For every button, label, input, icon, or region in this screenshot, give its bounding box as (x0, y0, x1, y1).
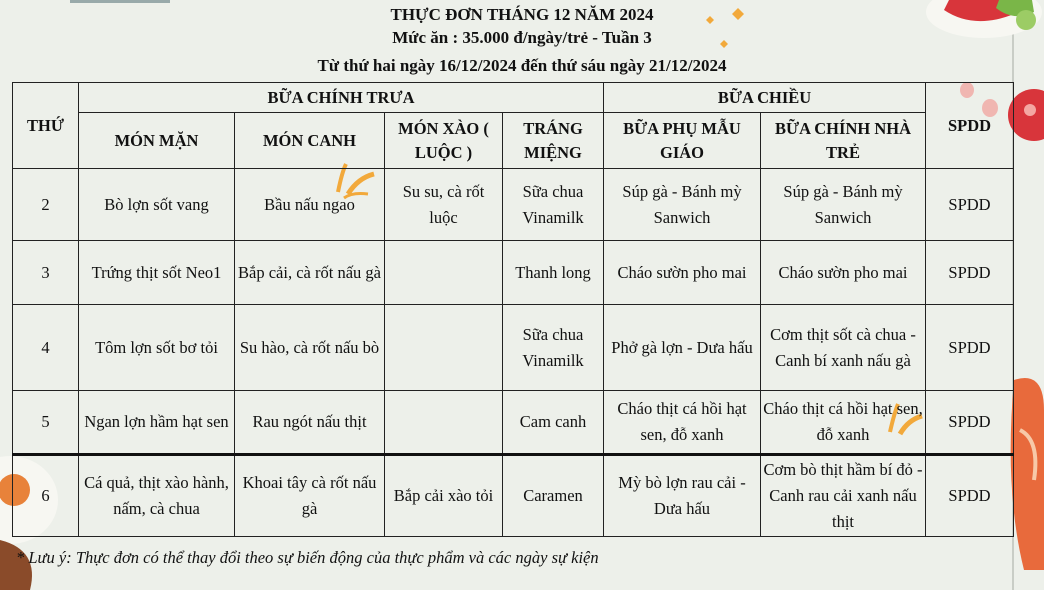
cell-kindergarten-snack: Cháo thịt cá hồi hạt sen, đỗ xanh (604, 391, 761, 455)
cell-kindergarten-snack: Mỳ bò lợn rau cải - Dưa hấu (604, 455, 761, 537)
header-lunch: BỮA CHÍNH TRƯA (79, 83, 604, 113)
menu-date-range: Từ thứ hai ngày 16/12/2024 đến thứ sáu ngày 21/12/2024 (317, 56, 727, 75)
cell-dessert: Thanh long (503, 241, 604, 305)
cell-nursery-meal: Cháo thịt cá hồi hạt sen, đỗ xanh (761, 391, 926, 455)
cell-nursery-meal: Cơm bò thịt hầm bí đỏ - Canh rau cải xanh nấu thịt (761, 455, 926, 537)
header-soup: MÓN CANH (235, 113, 385, 169)
cell-stirfry: Bắp cải xào tỏi (385, 455, 503, 537)
header-kindergarten-snack: BỮA PHỤ MẪU GIÁO (604, 113, 761, 169)
cell-kindergarten-snack: Cháo sườn pho mai (604, 241, 761, 305)
cell-spdd: SPDD (926, 305, 1014, 391)
menu-title: THỰC ĐƠN THÁNG 12 NĂM 2024 (390, 5, 654, 24)
cell-nursery-meal: Súp gà - Bánh mỳ Sanwich (761, 169, 926, 241)
cell-stirfry (385, 391, 503, 455)
table-row (13, 169, 1014, 241)
cell-day: 6 (13, 455, 79, 537)
footnote: * Lưu ý: Thực đơn có thể thay đổi theo sự biến động của thực phẩm và các ngày sự kiện (16, 548, 599, 567)
cell-kindergarten-snack: Phở gà lợn - Dưa hấu (604, 305, 761, 391)
table-row (13, 391, 1014, 455)
header-nursery-meal: BỮA CHÍNH NHÀ TRẺ (761, 113, 926, 169)
cell-spdd: SPDD (926, 455, 1014, 537)
table-header-row-2 (13, 113, 1014, 169)
header-day: THỨ (13, 83, 79, 169)
cell-dessert: Cam canh (503, 391, 604, 455)
cell-soup: Khoai tây cà rốt nấu gà (235, 455, 385, 537)
cell-nursery-meal: Cháo sườn pho mai (761, 241, 926, 305)
cell-nursery-meal: Cơm thịt sốt cà chua - Canh bí xanh nấu gà (761, 305, 926, 391)
cell-soup: Rau ngót nấu thịt (235, 391, 385, 455)
header-afternoon: BỮA CHIỀU (604, 83, 926, 113)
cell-kindergarten-snack: Súp gà - Bánh mỳ Sanwich (604, 169, 761, 241)
cell-spdd: SPDD (926, 241, 1014, 305)
cell-dessert: Sữa chua Vinamilk (503, 305, 604, 391)
table-row (13, 455, 1014, 537)
cell-savory: Ngan lợn hầm hạt sen (79, 391, 235, 455)
cell-stirfry (385, 305, 503, 391)
table-row (13, 305, 1014, 391)
cell-savory: Cá quả, thịt xào hành, nấm, cà chua (79, 455, 235, 537)
cell-savory: Bò lợn sốt vang (79, 169, 235, 241)
cell-day: 5 (13, 391, 79, 455)
header-dessert: TRÁNG MIỆNG (503, 113, 604, 169)
cell-soup: Bầu nấu ngao (235, 169, 385, 241)
cell-dessert: Sữa chua Vinamilk (503, 169, 604, 241)
cell-savory: Tôm lợn sốt bơ tỏi (79, 305, 235, 391)
cell-stirfry (385, 241, 503, 305)
menu-table (12, 82, 1014, 537)
cell-day: 4 (13, 305, 79, 391)
cell-dessert: Caramen (503, 455, 604, 537)
cell-day: 2 (13, 169, 79, 241)
cell-spdd: SPDD (926, 391, 1014, 455)
cell-day: 3 (13, 241, 79, 305)
cell-spdd: SPDD (926, 169, 1014, 241)
cell-stirfry: Su su, cà rốt luộc (385, 169, 503, 241)
table-row (13, 241, 1014, 305)
header-stirfry: MÓN XÀO ( LUỘC ) (385, 113, 503, 169)
cell-savory: Trứng thịt sốt Neo1 (79, 241, 235, 305)
cell-soup: Su hào, cà rốt nấu bò (235, 305, 385, 391)
top-line (70, 0, 170, 3)
header-savory: MÓN MẶN (79, 113, 235, 169)
menu-price: Mức ăn : 35.000 đ/ngày/trẻ - Tuần 3 (392, 28, 652, 47)
header-spdd: SPDD (926, 83, 1014, 169)
table-header-row-1 (13, 83, 1014, 113)
cell-soup: Bắp cải, cà rốt nấu gà (235, 241, 385, 305)
